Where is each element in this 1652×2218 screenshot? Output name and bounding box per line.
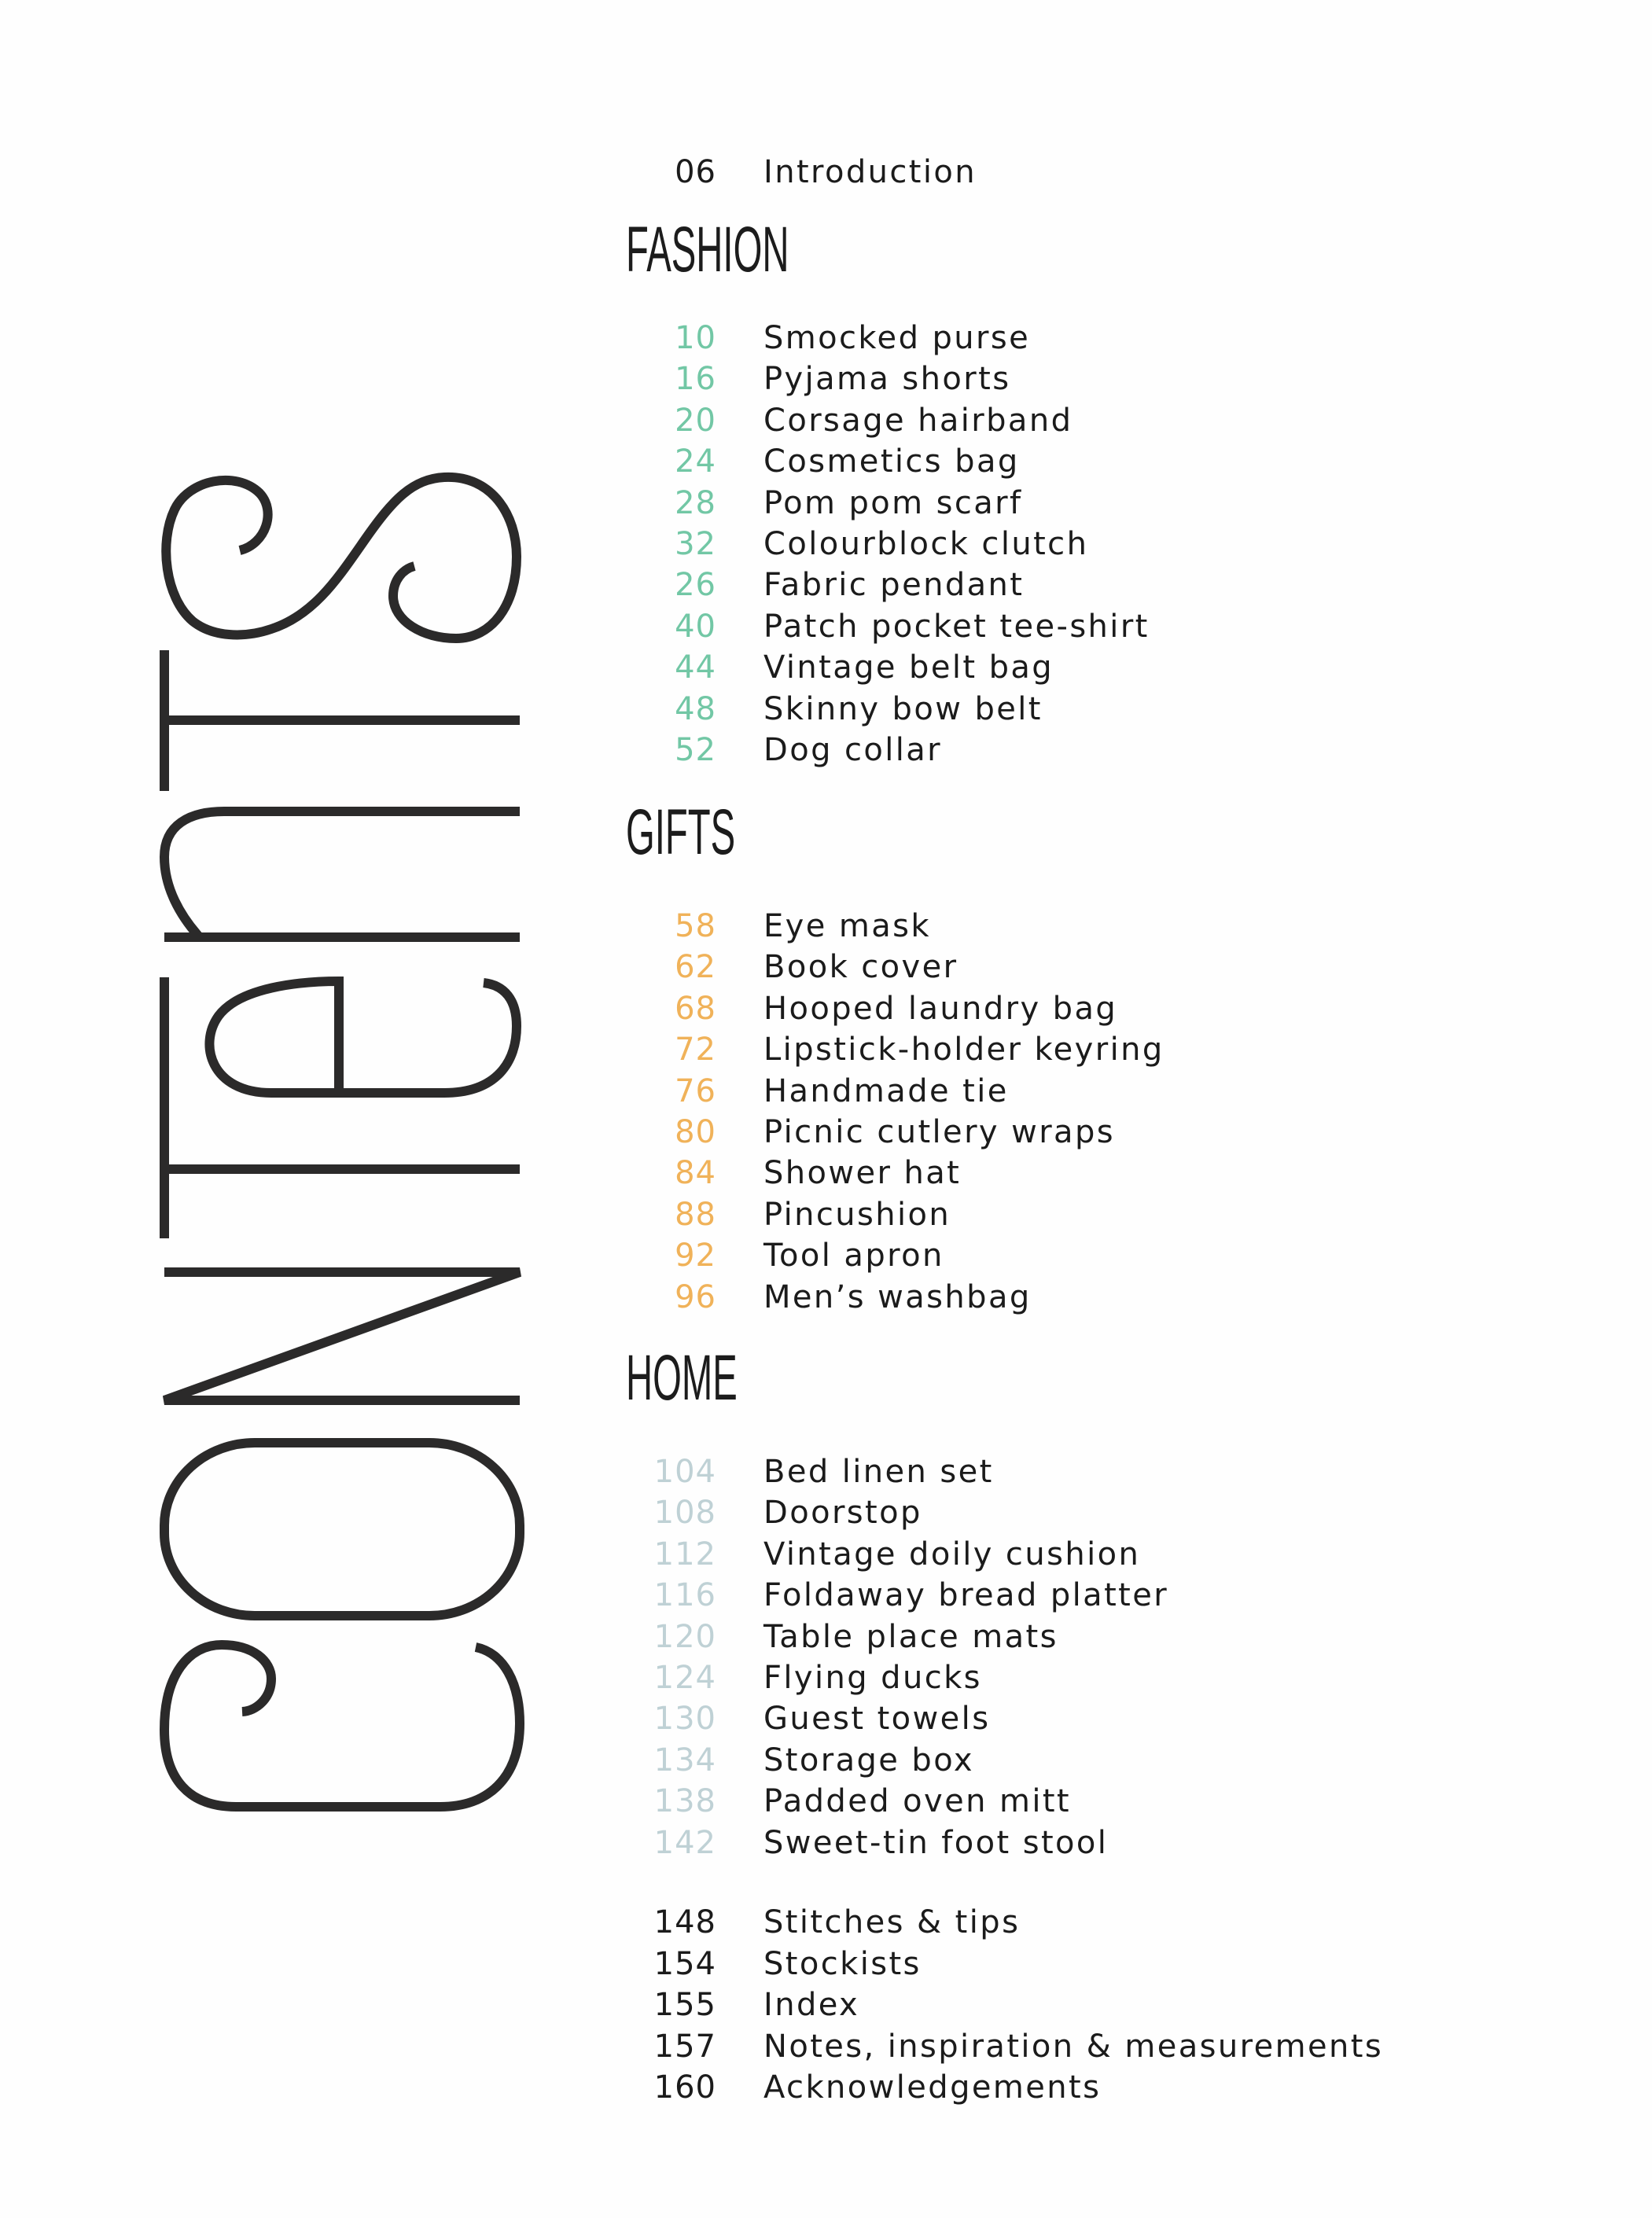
toc-row[interactable] — [629, 947, 1573, 988]
entry-title: Fabric pendant — [763, 567, 1025, 604]
page-number: 148 — [653, 1904, 716, 1940]
toc-row-back-matter[interactable] — [629, 1902, 1573, 1943]
page-number: 52 — [675, 732, 716, 768]
toc-row[interactable] — [629, 988, 1573, 1029]
page-number: 142 — [653, 1824, 716, 1861]
page-number: 44 — [675, 649, 716, 686]
toc-row[interactable] — [629, 606, 1573, 647]
letter-t-lower — [164, 977, 520, 1238]
entry-title: Eye mask — [763, 908, 931, 944]
entry-title: Doorstop — [763, 1495, 922, 1532]
entry-title: Table place mats — [763, 1618, 1058, 1655]
toc-row-introduction[interactable] — [629, 152, 1573, 193]
entry-title: Index — [763, 1987, 860, 2023]
entry-title: Stockists — [763, 1945, 922, 1982]
entry-title: Hooped laundry bag — [763, 990, 1118, 1027]
entry-title: Guest towels — [763, 1701, 991, 1738]
letter-s — [166, 477, 517, 638]
letter-o — [164, 1443, 520, 1616]
page-number: 157 — [653, 2028, 716, 2065]
letter-c — [164, 1645, 520, 1807]
toc-row[interactable] — [629, 689, 1573, 730]
letter-e — [209, 981, 517, 1093]
page-number: 10 — [675, 320, 716, 356]
toc-row[interactable] — [629, 565, 1573, 605]
section-heading-fashion: FASHION — [626, 215, 789, 287]
toc-row[interactable] — [629, 1657, 1573, 1698]
page-number: 76 — [675, 1072, 716, 1109]
entry-title: Storage box — [763, 1742, 974, 1778]
toc-row[interactable] — [629, 1492, 1573, 1533]
page-number: 40 — [675, 608, 716, 645]
entry-title: Lipstick-holder keyring — [763, 1032, 1164, 1069]
page-number: 120 — [653, 1618, 716, 1655]
page-number: 26 — [675, 567, 716, 604]
toc-row[interactable] — [629, 1698, 1573, 1739]
page-number: 138 — [653, 1783, 716, 1820]
toc-row[interactable] — [629, 359, 1573, 399]
toc-row[interactable] — [629, 1534, 1573, 1575]
toc-row[interactable] — [629, 1740, 1573, 1781]
entry-title: Book cover — [763, 949, 958, 986]
page-number: 72 — [675, 1032, 716, 1069]
entry-title: Notes, inspiration & measurements — [763, 2028, 1384, 2065]
letter-t-upper — [164, 650, 520, 791]
entry-title: Corsage hairband — [763, 402, 1073, 439]
entry-title: Men’s washbag — [763, 1278, 1032, 1315]
page-number: 20 — [675, 402, 716, 439]
entry-title: Pom pom scarf — [763, 484, 1023, 521]
toc-row[interactable] — [629, 483, 1573, 524]
entry-title: Colourblock clutch — [763, 526, 1089, 562]
toc-row[interactable] — [629, 730, 1573, 771]
page-number: 84 — [675, 1155, 716, 1192]
section-heading-gifts: GIFTS — [626, 797, 736, 870]
entry-title: Patch pocket tee-shirt — [763, 608, 1150, 645]
letter-n-lower — [164, 1272, 520, 1400]
entry-title: Handmade tie — [763, 1072, 1009, 1109]
page-number: 112 — [653, 1536, 716, 1572]
entry-title: Cosmetics bag — [763, 443, 1020, 480]
entry-title: Acknowledgements — [763, 2069, 1102, 2106]
toc-row-back-matter[interactable] — [629, 1944, 1573, 1984]
toc-row[interactable] — [629, 318, 1573, 359]
page-number: 88 — [675, 1196, 716, 1233]
toc-row[interactable] — [629, 906, 1573, 947]
page-number: 80 — [675, 1114, 716, 1150]
entry-title: Padded oven mitt — [763, 1783, 1071, 1820]
entry-title: Pincushion — [763, 1196, 951, 1233]
page-number: 58 — [675, 908, 716, 944]
page-number: 154 — [653, 1945, 716, 1982]
toc-row[interactable] — [629, 1071, 1573, 1112]
toc-row[interactable] — [629, 1112, 1573, 1153]
page-number: 134 — [653, 1742, 716, 1778]
toc-row[interactable] — [629, 1781, 1573, 1822]
entry-title: Vintage doily cushion — [763, 1536, 1141, 1572]
entry-title: Dog collar — [763, 732, 943, 768]
entry-title: Skinny bow belt — [763, 690, 1043, 727]
toc-row[interactable] — [629, 441, 1573, 482]
entry-title: Bed linen set — [763, 1454, 994, 1490]
entry-title: Stitches & tips — [763, 1904, 1021, 1940]
entry-title: Picnic cutlery wraps — [763, 1114, 1116, 1150]
toc-row[interactable] — [629, 1617, 1573, 1657]
entry-title: Smocked purse — [763, 320, 1031, 356]
page-number: 108 — [653, 1495, 716, 1532]
entry-title: Foldaway bread platter — [763, 1577, 1169, 1614]
page-number: 124 — [653, 1660, 716, 1696]
page-number: 104 — [653, 1454, 716, 1490]
entry-title: Tool apron — [763, 1238, 944, 1275]
page-number: 32 — [675, 526, 716, 562]
page-number: 92 — [675, 1238, 716, 1275]
toc-row[interactable] — [629, 647, 1573, 688]
toc-row[interactable] — [629, 1153, 1573, 1194]
toc-row[interactable] — [629, 1575, 1573, 1616]
toc-row[interactable] — [629, 1277, 1573, 1318]
page-number: 62 — [675, 949, 716, 986]
toc-row[interactable] — [629, 1029, 1573, 1070]
page-number: 155 — [653, 1987, 716, 2023]
page-number: 24 — [675, 443, 716, 480]
page-number: 28 — [675, 484, 716, 521]
letter-n-upper — [164, 811, 520, 937]
page-number: 130 — [653, 1701, 716, 1738]
page-number: 96 — [675, 1278, 716, 1315]
toc-row[interactable] — [629, 1194, 1573, 1235]
entry-title: Flying ducks — [763, 1660, 982, 1696]
entry-title: Sweet-tin foot stool — [763, 1824, 1109, 1861]
toc-row[interactable] — [629, 1235, 1573, 1276]
toc-row[interactable] — [629, 400, 1573, 441]
page-number: 48 — [675, 690, 716, 727]
toc-row-back-matter[interactable] — [629, 1984, 1573, 2025]
entry-title: Introduction — [763, 154, 977, 190]
entry-title: Pyjama shorts — [763, 361, 1011, 398]
entry-title: Shower hat — [763, 1155, 962, 1192]
page-number: 116 — [653, 1577, 716, 1614]
page-number: 16 — [675, 361, 716, 398]
page-number: 160 — [653, 2069, 716, 2106]
toc-row-back-matter[interactable] — [629, 2026, 1573, 2067]
section-heading-home: HOME — [626, 1343, 738, 1415]
entry-title: Vintage belt bag — [763, 649, 1054, 686]
page-number: 06 — [675, 154, 716, 190]
toc-row[interactable] — [629, 1823, 1573, 1863]
toc-row[interactable] — [629, 524, 1573, 565]
toc-row-back-matter[interactable] — [629, 2067, 1573, 2108]
toc-row[interactable] — [629, 1451, 1573, 1492]
page-number: 68 — [675, 990, 716, 1027]
